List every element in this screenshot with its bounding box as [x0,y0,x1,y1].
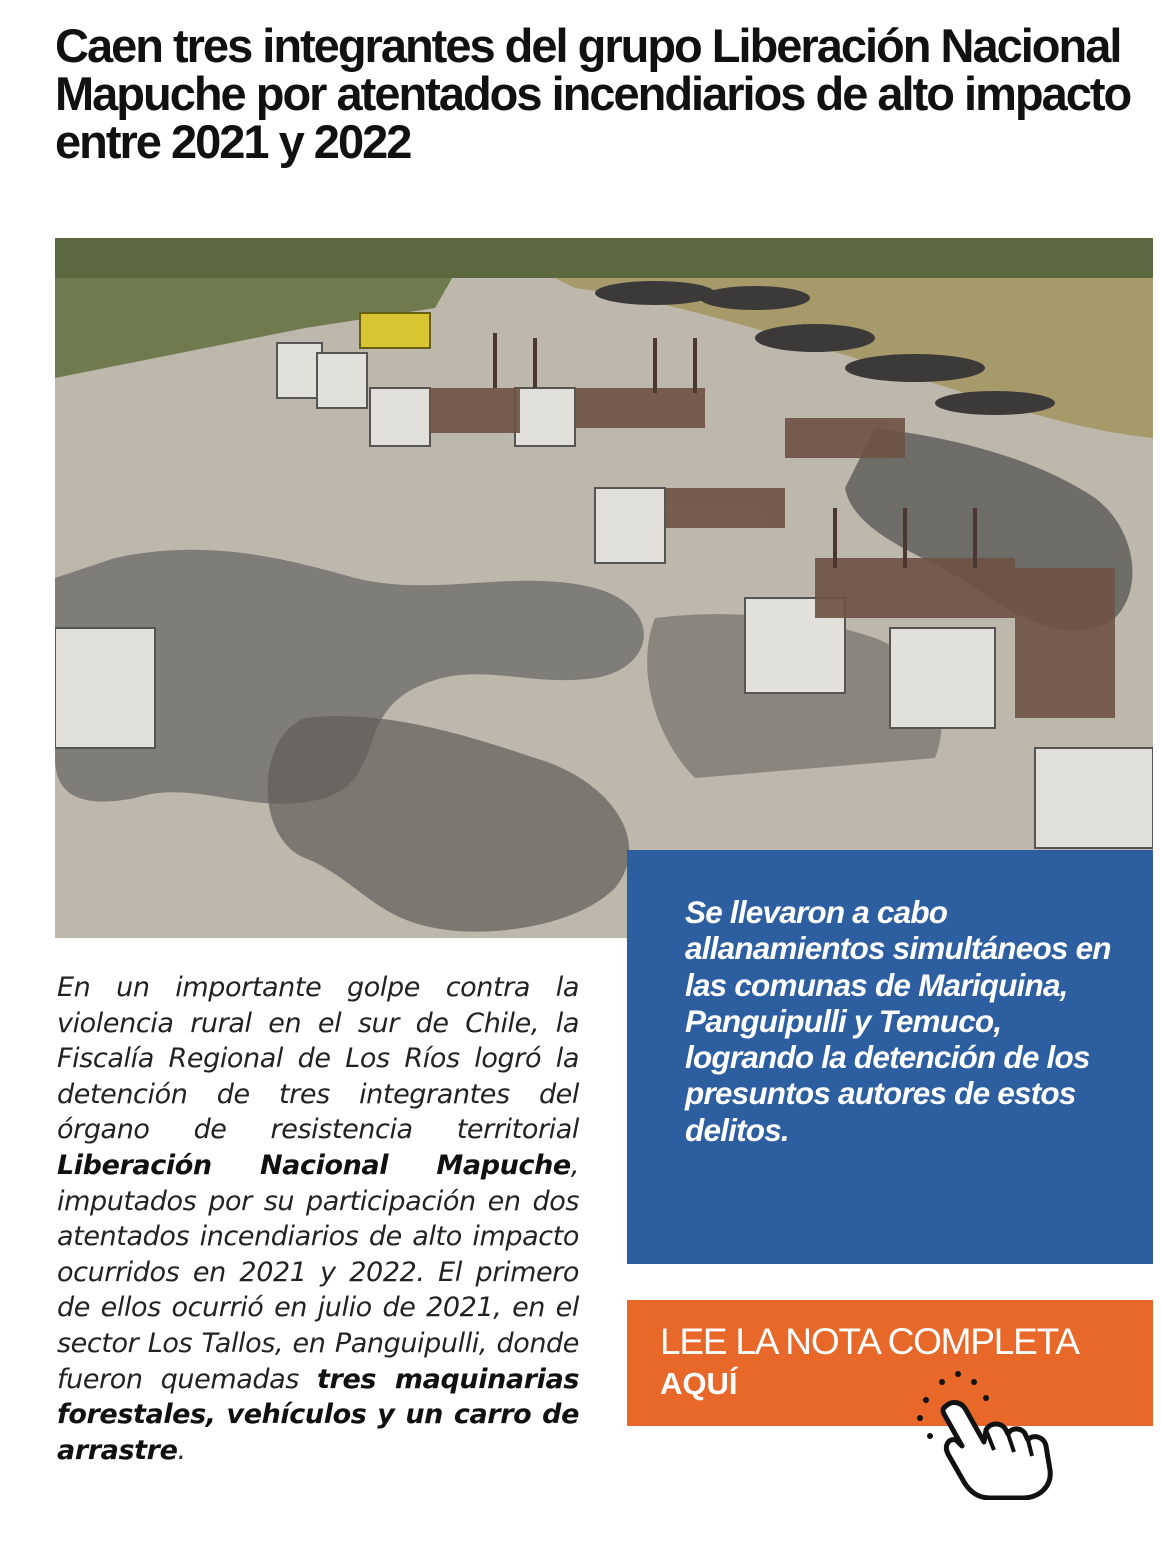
callout-text: Se llevaron a cabo allanamientos simultáneos en las comunas de Mariquina, Panguipulli y Temuco, logrando la detención de los presuntos autores de estos delitos. [685,894,1111,1148]
body-text-1: En un importante golpe contra la violencia rural en el sur de Chile, la Fiscalía Regional de Los Ríos logró la detención de tres integrantes del órgano de resistencia territorial [57,972,579,1146]
callout-box [627,850,1153,1264]
body-text-3: . [177,1434,186,1466]
burned-trucks-photo [55,238,1153,938]
article-body [57,970,579,1468]
headline: Caen tres integrantes del grupo Liberación Nacional Mapuche por atentados incendiarios de alto impacto entre 2021 y 2022 [55,19,1131,168]
body-bold-2: tres maquinarias forestales, vehículos y un carro de arrastre [57,1363,579,1466]
body-bold-1: Liberación Nacional Mapuche [57,1149,571,1181]
body-text-2: , imputados por su participación en dos atentados incendiarios de alto impacto ocurridos en 2021 y 2022. El primero de ellos ocurrió en julio de 2021, en el sector Los Tallos, en Panguipulli, donde fueron quemadas [57,1149,579,1395]
cta-line1: LEE LA NOTA COMPLETA [660,1321,1079,1362]
read-full-article-button[interactable] [627,1300,1153,1426]
cta-line2: AQUÍ [660,1366,738,1401]
pointing-hand-click-icon[interactable] [900,1370,1060,1500]
